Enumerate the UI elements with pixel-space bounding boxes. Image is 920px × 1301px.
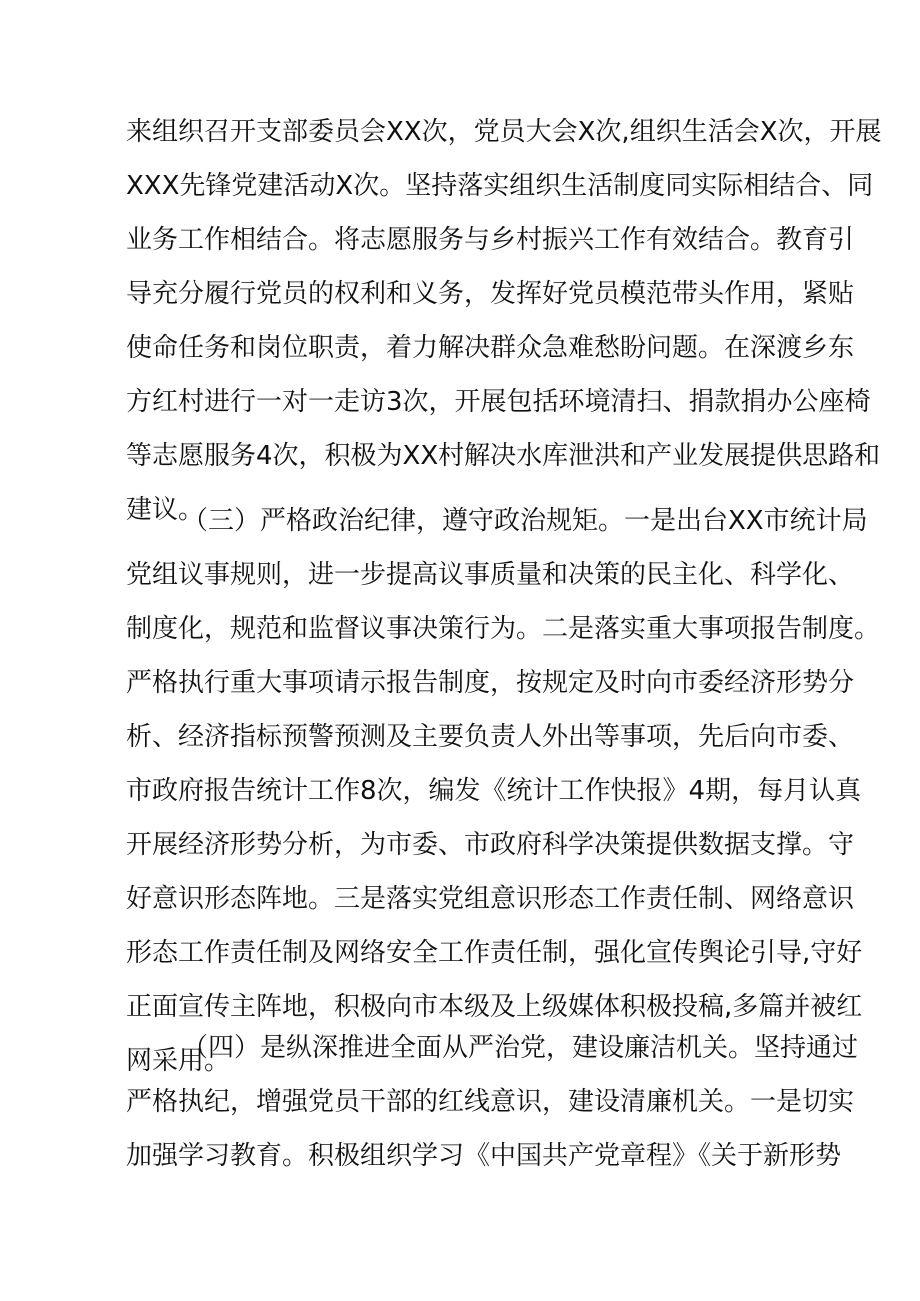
text-line: 形态工作责任制及网络安全工作责任制，强化宣传舆论引导,守好 [126,938,863,968]
section-heading-line: （四）是纵深推进全面从严治党，建设廉洁机关。坚持通过 [182,1033,859,1063]
text-line: 析、经济指标预警预测及主要负责人外出等事项，先后向市委、 [126,722,855,752]
text-line: 网采用。 [126,1046,231,1076]
section-heading-line: （三）严格政治纪律，遵守政治规矩。一是出台XX市统计局 [182,506,868,536]
paragraph-strict-governance [126,1021,859,1183]
text-line: 等志愿服务4次，积极为XX村解决水库泄洪和产业发展提供思路和 [126,441,881,471]
text-line: 市政府报告统计工作8次，编发《统计工作快报》4期，每月认真 [126,776,862,806]
text-line: 使命任务和岗位职责，着力解决群众急难愁盼问题。在深渡乡东 [126,333,855,363]
text-line: 好意识形态阵地。三是落实党组意识形态工作责任制、网络意识 [126,884,855,914]
text-line: 严格执纪，增强党员干部的红线意识，建设清廉机关。一是切实 [126,1087,855,1117]
text-line: 业务工作相结合。将志愿服务与乡村振兴工作有效结合。教育引 [126,225,855,255]
text-line: 党组议事规则，进一步提高议事质量和决策的民主化、科学化、 [126,560,855,590]
paragraph-political-discipline [126,494,881,1088]
text-line: 严格执行重大事项请示报告制度，按规定及时向市委经济形势分 [126,668,855,698]
text-line: 正面宣传主阵地，积极向市本级及上级媒体积极投稿,多篇并被红 [126,992,863,1022]
text-line: 开展经济形势分析，为市委、市政府科学决策提供数据支撑。守 [126,830,855,860]
text-line: 导充分履行党员的权利和义务，发挥好党员模范带头作用，紧贴 [126,279,855,309]
text-line: 来组织召开支部委员会XX次，党员大会X次,组织生活会X次，开展 [126,117,882,147]
text-line: 加强学习教育。积极组织学习《中国共产党章程》《关于新形势 [126,1141,842,1171]
paragraph-party-activities [126,105,882,537]
text-line: 制度化，规范和监督议事决策行为。二是落实重大事项报告制度。 [126,614,881,644]
text-line: 方红村进行一对一走访3次，开展包括环境清扫、捐款捐办公座椅 [126,387,871,417]
text-line: 建议。 [126,495,205,525]
text-line: XXX先锋党建活动X次。坚持落实组织生活制度同实际相结合、同 [126,171,874,201]
